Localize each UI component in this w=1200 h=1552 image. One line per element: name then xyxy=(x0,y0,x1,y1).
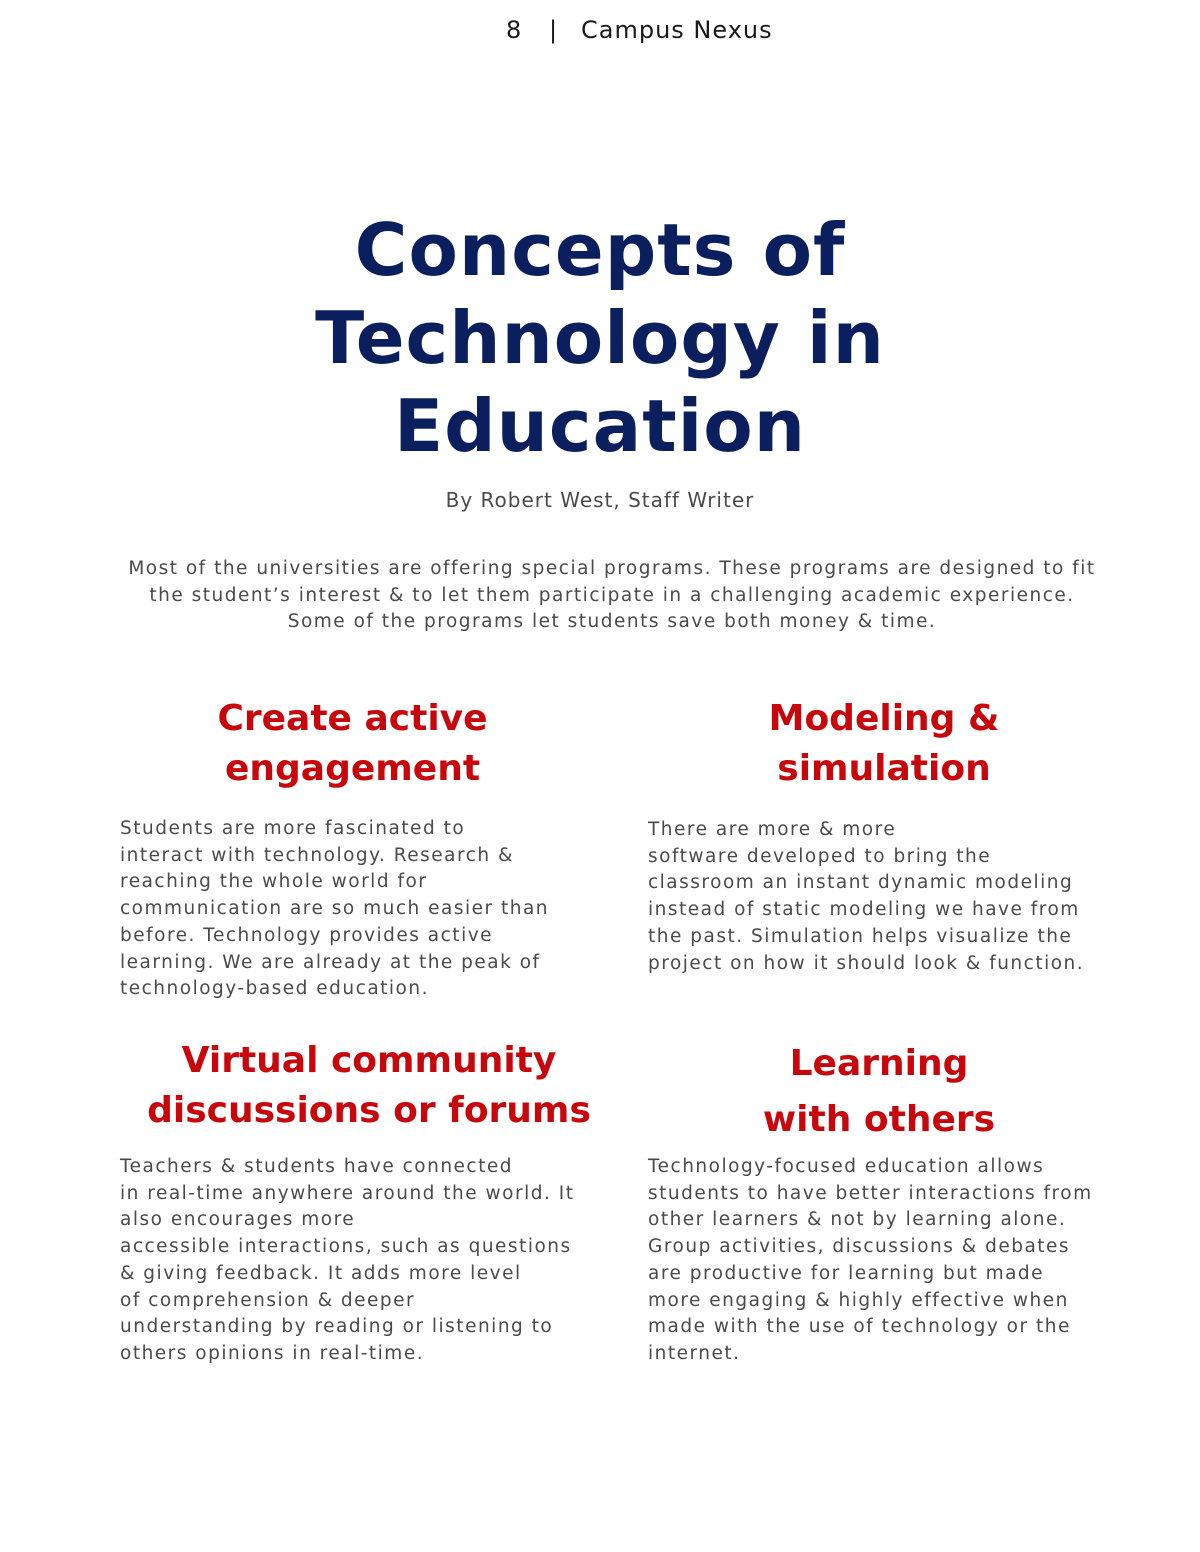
body-line: Technology-focused education allows xyxy=(648,1156,1045,1177)
intro-line: the student’s interest & to let them participate in a challenging academic experience. xyxy=(149,584,1075,606)
section-virtual-community xyxy=(120,1036,600,1364)
body-line: other learners & not by learning alone. xyxy=(648,1209,1067,1231)
body-line: classroom an instant dynamic modeling xyxy=(648,872,1074,894)
article-title xyxy=(150,206,1050,470)
section-modeling-simulation xyxy=(648,694,1128,974)
section-heading xyxy=(648,1036,1110,1148)
body-line: interact with technology. Research & xyxy=(120,844,514,866)
body-line: others opinions in real-time. xyxy=(120,1342,425,1364)
section-heading-line: Modeling & xyxy=(768,698,1000,739)
intro-line: Most of the universities are offering special programs. These programs are designed to fit xyxy=(128,558,1096,579)
body-line: Group activities, discussions & debates xyxy=(648,1236,1071,1258)
body-line: reaching the whole world for xyxy=(120,871,428,893)
section-learning-with-others xyxy=(648,1036,1128,1364)
body-line: more engaging & highly effective when xyxy=(648,1289,1069,1311)
body-line: also encourages more xyxy=(120,1209,356,1231)
page-number: 8 xyxy=(506,16,523,44)
publication-name: Campus Nexus xyxy=(581,16,773,44)
body-line: instead of static modeling we have from xyxy=(648,899,1080,921)
article-title-line: Education xyxy=(393,384,807,468)
body-line: students to have better interactions from xyxy=(648,1182,1093,1204)
section-heading-line: simulation xyxy=(777,748,991,789)
body-line: Teachers & students have connected xyxy=(120,1156,513,1177)
body-line: Students are more fascinated to xyxy=(120,818,466,839)
article-byline: By Robert West, Staff Writer xyxy=(445,488,755,512)
body-line: before. Technology provides active xyxy=(120,924,494,946)
section-heading-line: with others xyxy=(762,1099,996,1140)
body-line: made with the use of technology or the xyxy=(648,1316,1071,1338)
body-line: internet. xyxy=(648,1342,741,1364)
article-title-line: Concepts of xyxy=(354,208,846,292)
body-line: understanding by reading or listening to xyxy=(120,1316,554,1338)
body-line: in real-time anywhere around the world. It xyxy=(120,1182,575,1204)
section-heading-line: Virtual community xyxy=(181,1040,557,1081)
body-line: learning. We are already at the peak of xyxy=(120,951,541,973)
body-line: the past. Simulation helps visualize the xyxy=(648,925,1073,947)
section-body xyxy=(648,1154,1093,1368)
article-title-line: Technology in xyxy=(315,296,885,380)
body-line: accessible interactions, such as questions xyxy=(120,1236,572,1258)
body-line: software developed to bring the xyxy=(648,845,992,867)
header-separator: | xyxy=(549,16,559,44)
section-heading xyxy=(120,694,585,794)
section-heading xyxy=(120,1036,618,1136)
section-heading xyxy=(648,694,1120,794)
body-line: are productive for learning but made xyxy=(648,1262,1045,1284)
body-line: technology-based education. xyxy=(120,978,429,1000)
page-header xyxy=(0,14,1200,50)
section-create-active-engagement xyxy=(120,694,600,1000)
intro-line: Some of the programs let students save both money & time. xyxy=(287,611,937,632)
body-line: of comprehension & deeper xyxy=(120,1289,416,1311)
body-line: communication are so much easier than xyxy=(120,898,550,920)
section-body xyxy=(120,816,549,1003)
section-body xyxy=(120,1154,574,1368)
section-body xyxy=(648,817,1084,977)
body-line: project on how it should look & function. xyxy=(648,952,1085,974)
section-heading-line: engagement xyxy=(224,748,481,789)
section-heading-line: Create active xyxy=(217,698,488,739)
body-line: There are more & more xyxy=(648,819,897,840)
body-line: & giving feedback. It adds more level xyxy=(120,1262,522,1284)
section-heading-line: discussions or forums xyxy=(147,1090,591,1131)
article-intro xyxy=(110,556,1114,636)
section-heading-line: Learning xyxy=(789,1043,969,1084)
